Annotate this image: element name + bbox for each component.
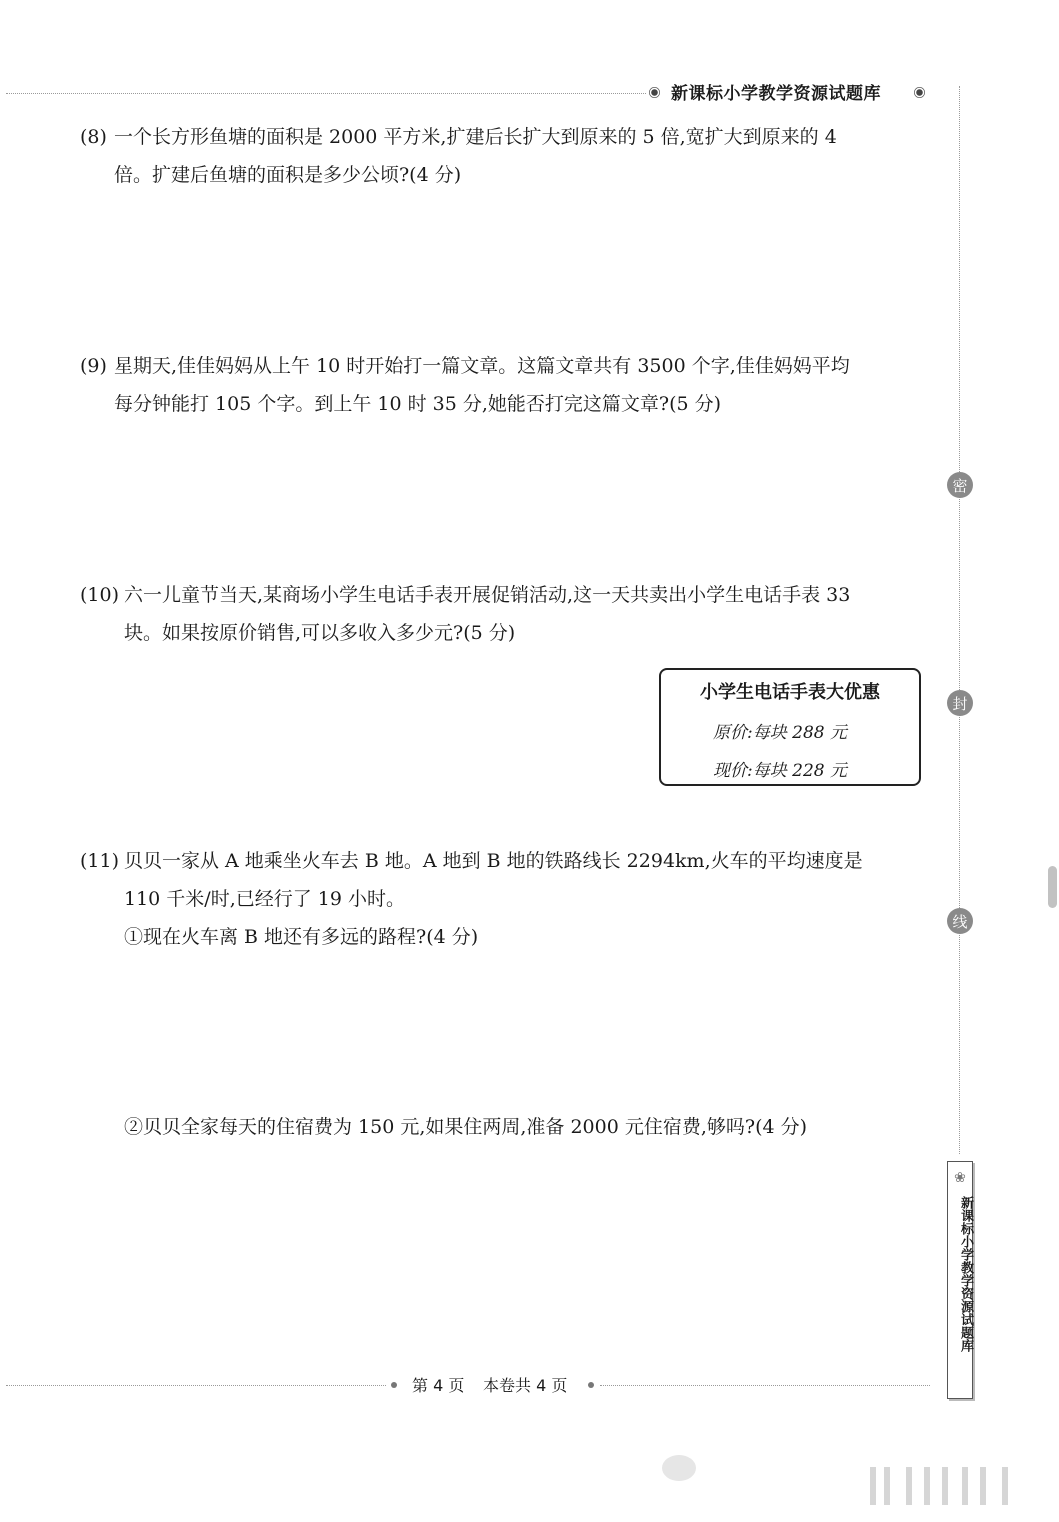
question-line: 倍。扩建后鱼塘的面积是多少公顷?(4 分) xyxy=(114,164,462,186)
promo-original-price: 原价:每块 288 元 xyxy=(713,723,847,743)
sub-question-1: ①现在火车离 B 地还有多远的路程?(4 分) xyxy=(124,926,479,948)
promo-box xyxy=(659,668,921,786)
footer-dot-left xyxy=(391,1382,397,1388)
header-dot-left xyxy=(649,87,660,98)
question-line: 一个长方形鱼塘的面积是 2000 平方米,扩建后长扩大到原来的 5 倍,宽扩大到原来的 4 xyxy=(114,126,837,148)
seal-char-xian: 线 xyxy=(947,908,973,934)
footer-rule-left xyxy=(6,1385,386,1386)
footer-page-number: 第 4 页 xyxy=(412,1376,465,1395)
footer-rule-right xyxy=(600,1385,930,1386)
question-line: 六一儿童节当天,某商场小学生电话手表开展促销活动,这一天共卖出小学生电话手表 33 xyxy=(124,584,851,606)
question-number: (8) xyxy=(80,126,107,148)
seal-line xyxy=(959,86,960,1154)
side-label-box xyxy=(947,1161,973,1399)
header-title: 新课标小学教学资源试题库 xyxy=(671,84,881,104)
watermark xyxy=(662,1455,1042,1505)
footer-total-pages: 本卷共 4 页 xyxy=(483,1376,568,1395)
promo-current-price: 现价:每块 228 元 xyxy=(713,761,847,781)
footer-dot-right xyxy=(588,1382,594,1388)
question-number: (9) xyxy=(80,355,107,377)
question-number: (10) xyxy=(80,584,120,606)
question-line: 110 千米/时,已经行了 19 小时。 xyxy=(124,888,406,910)
seal-char-mi: 密 xyxy=(947,472,973,498)
promo-title: 小学生电话手表大优惠 xyxy=(700,682,880,703)
side-label-text: 新课标小学教学资源试题库 xyxy=(958,1196,973,1352)
scrollbar-thumb[interactable] xyxy=(1048,866,1057,908)
question-line: 每分钟能打 105 个字。到上午 10 时 35 分,她能否打完这篇文章?(5 分) xyxy=(114,393,722,415)
watermark-bubble-icon xyxy=(662,1455,696,1481)
question-number: (11) xyxy=(80,850,120,872)
question-line: 贝贝一家从 A 地乘坐火车去 B 地。A 地到 B 地的铁路线长 2294km,火车的平均速度是 xyxy=(124,850,863,872)
flower-icon: ❀ xyxy=(954,1170,966,1186)
question-line: 块。如果按原价销售,可以多收入多少元?(5 分) xyxy=(124,622,516,644)
seal-char-feng: 封 xyxy=(947,690,973,716)
header-rule xyxy=(6,93,646,94)
question-line: 星期天,佳佳妈妈从上午 10 时开始打一篇文章。这篇文章共有 3500 个字,佳佳妈妈平均 xyxy=(114,355,850,377)
header-dot-right xyxy=(914,87,925,98)
